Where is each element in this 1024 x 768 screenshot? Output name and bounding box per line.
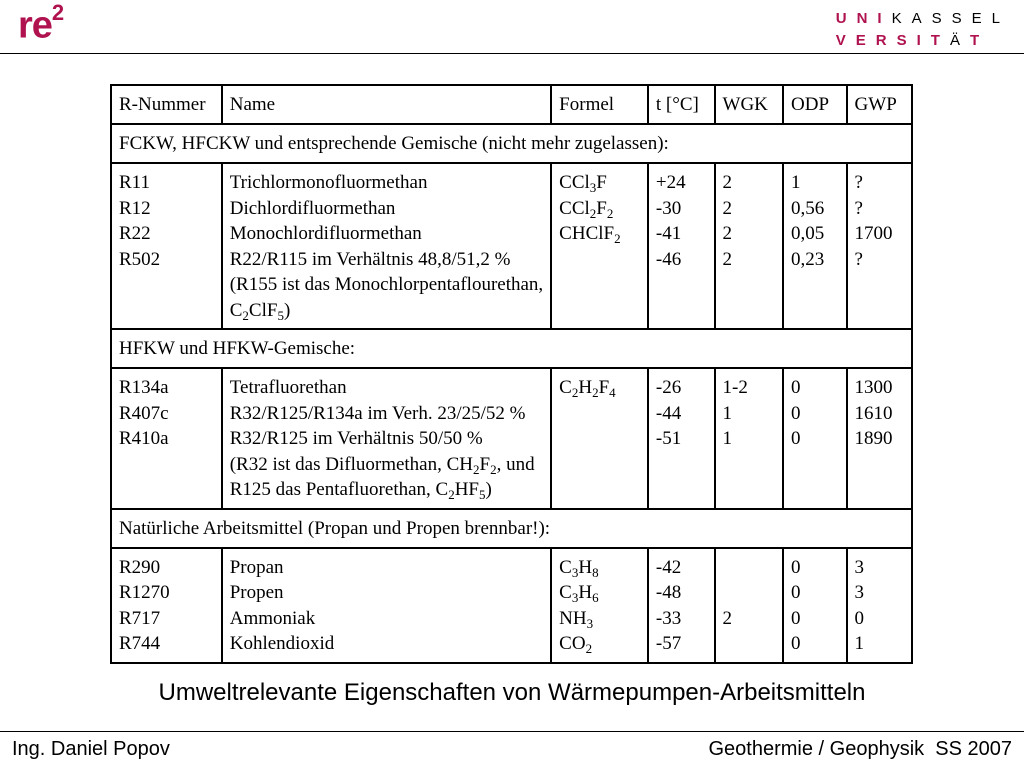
table-header-row — [111, 85, 912, 124]
section-title: Natürliche Arbeitsmittel (Propan und Propen brennbar!): — [111, 509, 912, 548]
section-title: HFKW und HFKW-Gemische: — [111, 329, 912, 368]
cell-rnummer: R290 R1270 R717 R744 — [111, 548, 222, 663]
section-title-row — [111, 124, 912, 163]
refrigerant-table — [110, 84, 913, 664]
cell-temperature: -26 -44 -51 — [648, 368, 715, 509]
cell-rnummer: R11 R12 R22 R502 — [111, 163, 222, 329]
cell-wgk: 2 — [715, 548, 783, 663]
cell-formel: $C_2H_2F_4$ — [551, 368, 648, 509]
col-header-formel: Formel — [551, 85, 648, 124]
cell-temperature: -42 -48 -33 -57 — [648, 548, 715, 663]
cell-name: Propan Propen Ammoniak Kohlendioxid — [222, 548, 551, 663]
col-header-rnummer: R-Nummer — [111, 85, 222, 124]
cell-gwp: 3 3 0 1 — [847, 548, 912, 663]
col-header-temperature: t [°C] — [648, 85, 715, 124]
slide-caption: Umweltrelevante Eigenschaften von Wärmepumpen-Arbeitsmitteln — [158, 679, 866, 706]
re2-logo: $re^2$ — [18, 0, 64, 47]
col-header-odp: ODP — [783, 85, 847, 124]
cell-wgk: 1-2 1 1 — [715, 368, 783, 509]
cell-gwp: ? ? 1700 ? — [847, 163, 912, 329]
col-header-name: Name — [222, 85, 551, 124]
table-row — [111, 548, 912, 663]
footer-course: Geothermie / Geophysik SS 2007 — [708, 738, 1012, 760]
refrigerant-table-container — [110, 84, 913, 659]
cell-odp: 0 0 0 0 — [783, 548, 847, 663]
cell-formel: $C_3H_8$ $C_3H_6$ $NH_3$ $CO_2$ — [551, 548, 648, 663]
section-title-row — [111, 329, 912, 368]
cell-odp: 0 0 0 — [783, 368, 847, 509]
cell-gwp: 1300 1610 1890 — [847, 368, 912, 509]
cell-temperature: +24 -30 -41 -46 — [648, 163, 715, 329]
table-row — [111, 368, 912, 509]
cell-rnummer: R134a R407c R410a — [111, 368, 222, 509]
section-title-row — [111, 509, 912, 548]
uni-kassel-logo-row1: U N I K A S S E L — [835, 10, 1010, 27]
table-row — [111, 163, 912, 329]
footer-author: Ing. Daniel Popov — [12, 738, 170, 760]
section-title: FCKW, HFCKW und entsprechende Gemische (nicht mehr zugelassen): — [111, 124, 912, 163]
col-header-wgk: WGK — [715, 85, 783, 124]
cell-name: Tetrafluorethan R32/R125/R134a im Verh. 23/25/52 % R32/R125 im Verhältnis 50/50 % (R32 ist das Difluormethan, $CH_2F_2$, und R125 das Pentafluorethan, $C_2HF_5$) — [222, 368, 551, 509]
uni-kassel-logo-row2: V E R S I T Ä T — [835, 32, 990, 49]
cell-name: Trichlormonofluormethan Dichlordifluormethan Monochlordifluormethan R22/R115 im Verhältnis 48,8/51,2 % (R155 ist das Monochlorpentaflourethan, $C_2ClF_5$) — [222, 163, 551, 329]
cell-odp: 1 0,56 0,05 0,23 — [783, 163, 847, 329]
cell-formel: CCl$_3$F $CCl_2F_2$ CHClF$_2$ — [551, 163, 648, 329]
col-header-gwp: GWP — [847, 85, 912, 124]
cell-wgk: 2 2 2 2 — [715, 163, 783, 329]
header-divider — [0, 53, 1024, 54]
footer-divider — [0, 731, 1024, 732]
uni-kassel-logo — [836, 8, 1010, 52]
